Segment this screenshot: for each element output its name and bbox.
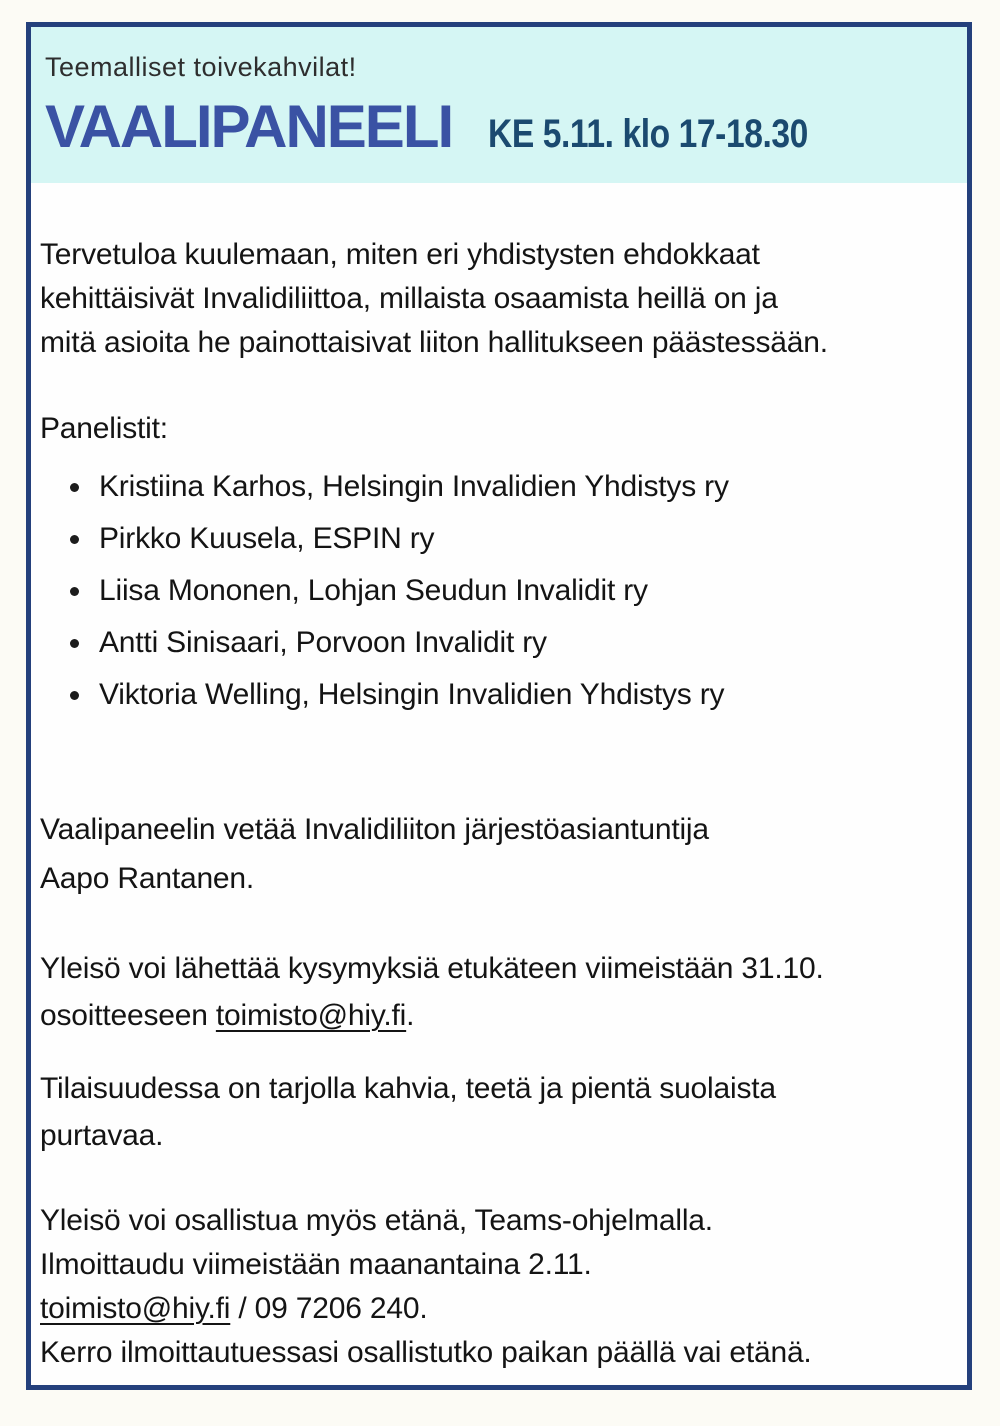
panelists-heading: Panelistit: (40, 412, 168, 445)
email-link[interactable]: toimisto@hiy.fi (40, 1292, 231, 1325)
intro-line: mitä asioita he painottaisivat liiton hallitukseen päästessään. (40, 326, 828, 359)
remote-line: Yleisö voi osallistua myös etänä, Teams-ohjelmalla. (40, 1204, 713, 1237)
intro-line: Tervetuloa kuulemaan, miten eri yhdistysten ehdokkaat (40, 238, 760, 271)
panelist-name: Pirkko Kuusela, ESPIN ry (99, 522, 435, 555)
questions-line: Yleisö voi lähettää kysymyksiä etukäteen viimeistään 31.10. (40, 952, 824, 985)
panelist-list (40, 461, 951, 721)
questions-address-suffix: . (406, 999, 415, 1032)
email-link[interactable]: toimisto@hiy.fi (215, 999, 407, 1032)
panelist-name: Antti Sinisaari, Porvoon Invalidit ry (99, 626, 547, 659)
bullet-icon (70, 691, 79, 700)
host-paragraph (40, 805, 951, 903)
remote-line: Kerro ilmoittautuessasi osallistutko paikan päällä vai etänä. (40, 1336, 812, 1369)
bullet-icon (70, 587, 79, 596)
intro-line: kehittäisivät Invalidiliittoa, millaista osaamista heillä on ja (40, 282, 778, 315)
panelist-item (40, 565, 951, 617)
bullet-icon (70, 483, 79, 492)
bullet-icon (70, 535, 79, 544)
panelist-item (40, 513, 951, 565)
title-row (45, 95, 947, 158)
refreshments-line: Tilaisuudessa on tarjolla kahvia, teetä ja pientä suolaista (40, 1072, 776, 1105)
intro-paragraph (40, 233, 951, 365)
kicker-text: Teemalliset toivekahvilat! (45, 52, 357, 82)
flyer-header (31, 27, 967, 183)
host-line: Aapo Rantanen. (40, 862, 255, 895)
host-line: Vaalipaneelin vetää Invalidiliiton järjestöasiantuntija (40, 813, 709, 846)
questions-paragraph (40, 945, 951, 1039)
event-datetime: KE 5.11. klo 17-18.30 (488, 112, 809, 156)
flyer-body (31, 233, 967, 1375)
questions-line (40, 992, 951, 1039)
bullet-icon (70, 639, 79, 648)
panelist-name: Liisa Mononen, Lohjan Seudun Invalidit ry (99, 574, 648, 607)
questions-address-prefix: osoitteeseen (40, 999, 216, 1032)
remote-line: Ilmoittaudu viimeistään maanantaina 2.11. (40, 1248, 592, 1281)
refreshments-paragraph (40, 1065, 951, 1159)
panelist-item (40, 461, 951, 513)
panelist-name: Kristiina Karhos, Helsingin Invalidien Yhdistys ry (99, 470, 729, 503)
remote-participation-paragraph (40, 1199, 951, 1375)
flyer-frame (26, 22, 972, 1390)
panelist-item (40, 617, 951, 669)
event-title: VAALIPANEELI (45, 93, 453, 160)
phone-number: / 09 7206 240. (230, 1292, 428, 1325)
panelist-item (40, 669, 951, 721)
refreshments-line: purtavaa. (40, 1119, 164, 1152)
panelist-name: Viktoria Welling, Helsingin Invalidien Yhdistys ry (99, 678, 725, 711)
remote-contact-line (40, 1287, 951, 1331)
